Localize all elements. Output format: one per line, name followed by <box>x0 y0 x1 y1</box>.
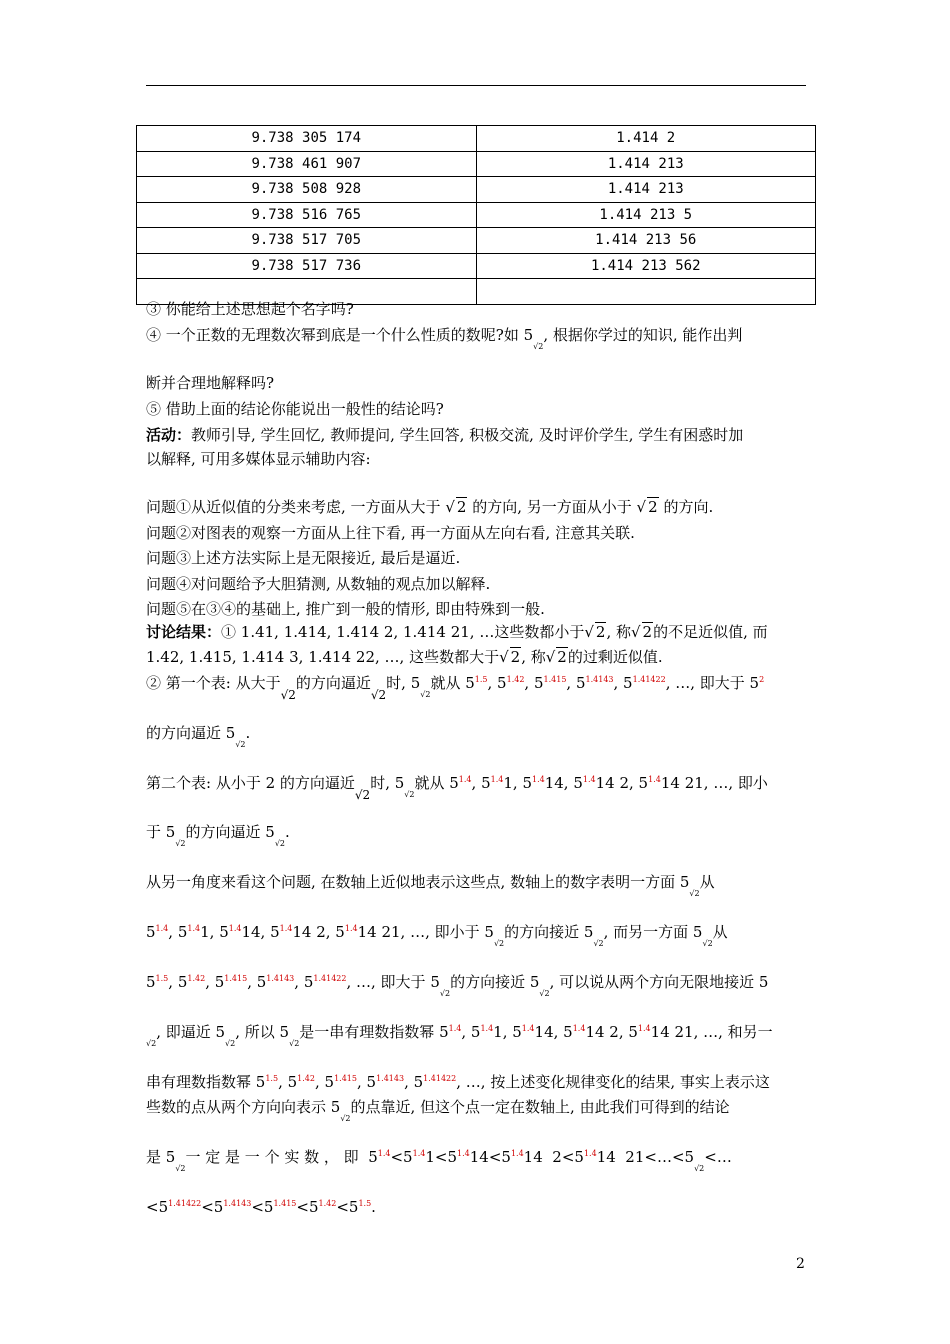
problem-4: 问题④对问题给予大胆猜测, 从数轴的观点加以解释. <box>146 575 491 593</box>
question-3: ③ 你能给上述思想起个名字吗? <box>146 300 354 318</box>
problem-3: 问题③上述方法实际上是无限接近, 最后是逼近. <box>146 549 461 567</box>
problem-1: 问题①从近似值的分类来考虑, 一方面从大于 √ 2 的方向, 另一方面从小于 √ 2 的方向. <box>146 498 714 516</box>
page-number: 2 <box>796 1256 805 1272</box>
table-1-explanation: ② 第一个表: 从大于√2的方向逼近√2时, 5√2就从 $5^{1.5}$, $5^{1.42}$, $5^{1.415}$, $5^{1.4143}$, $5^{1.41422}$, …, 即大于 $5^2$ <box>146 674 765 702</box>
activity-line-2: 以解释, 可用多媒体显示辅助内容: <box>146 450 371 468</box>
header-rule <box>146 85 806 86</box>
activity-line-1: 活动：教师引导, 学生回忆, 教师提问, 学生回答, 积极交流, 及时评价学生, 学生有困惑时加 <box>146 426 744 444</box>
table-2-explanation: 第二个表: 从小于 2 的方向逼近√2时, 5√2就从 $5^{1.4}$, $5^{1.4}1$, $5^{1.4}14$, $5^{1.4}14$ 2, $5^{1.4}14$ 21, …, 即小 <box>146 774 768 802</box>
problem-5: 问题⑤在③④的基础上, 推广到一般的情形, 即由特殊到一般. <box>146 600 545 618</box>
number-line-4: √2, 即逼近 5√2, 所以 5√2是一串有理数指数幂 $5^{1.4}$, $5^{1.4}1$, $5^{1.4}14$, $5^{1.4}14$ 2, $5^{1.4}14$ 21, …, 和另一 <box>146 1023 773 1048</box>
table-row: 9.738 517 736 1.414 213 562 <box>137 253 816 279</box>
question-4-cont: 断并合理地解释吗? <box>146 374 275 392</box>
number-line-2: $5^{1.4}$, $5^{1.4}1$, $5^{1.4}14$, $5^{1.4}14$ 2, $5^{1.4}14$ 21, …, 即小于 5√2的方向接近 5√2, 而另一方面 5√2从 <box>146 923 728 948</box>
table-row: 9.738 517 705 1.414 213 56 <box>137 228 816 254</box>
table-row: 9.738 508 928 1.414 213 <box>137 177 816 203</box>
number-line-3: $5^{1.5}$, $5^{1.42}$, $5^{1.415}$, $5^{1.4143}$, $5^{1.41422}$, …, 即大于 5√2的方向接近 5√2, 可以说从两个方向无限地接近 5 <box>146 973 769 998</box>
approximation-table <box>136 125 816 305</box>
discussion-1: 讨论结果：① 1.41, 1.414, 1.414 2, 1.414 21, …这些数都小于√ 2, 称√ 2的不足近似值, 而 <box>146 623 768 641</box>
table-2-explanation-cont: 于 5√2的方向逼近 5√2. <box>146 823 290 848</box>
discussion-2: 1.42, 1.415, 1.414 3, 1.414 22, …, 这些数都大于√ 2, 称√ 2的过剩近似值. <box>146 648 663 666</box>
table-row: 9.738 305 174 1.414 2 <box>137 126 816 152</box>
number-line-6: 些数的点从两个方向向表示 5√2的点靠近, 但这个点一定在数轴上, 由此我们可得到的结论 <box>146 1098 730 1123</box>
question-4: ④ 一个正数的无理数次幂到底是一个什么性质的数呢?如 5√2, 根据你学过的知识, 能作出判 <box>146 326 743 351</box>
number-line-5: 串有理数指数幂 $5^{1.5}$, $5^{1.42}$, $5^{1.415}$, $5^{1.4143}$, $5^{1.41422}$, …, 按上述变化规律变化的结果, 事实上表示这 <box>146 1073 770 1091</box>
table-row: 9.738 461 907 1.414 213 <box>137 151 816 177</box>
number-line-8: $<5^{1.41422}<5^{1.4143}<5^{1.415}<5^{1.42}<5^{1.5}$. <box>146 1198 376 1216</box>
number-line-1: 从另一角度来看这个问题, 在数轴上近似地表示这些点, 数轴上的数字表明一方面 5√2从 <box>146 873 715 898</box>
table-1-explanation-cont: 的方向逼近 5√2. <box>146 724 251 749</box>
question-5: ⑤ 借助上面的结论你能说出一般性的结论吗? <box>146 400 444 418</box>
problem-2: 问题②对图表的观察一方面从上往下看, 再一方面从左向右看, 注意其关联. <box>146 524 635 542</box>
number-line-7: 是 5√2一 定 是 一 个 实 数 ， 即 $5^{1.4}<5^{1.4}1<5^{1.4}14<5^{1.4}14$ $2<5^{1.4}14$ 21<…<5√2<… <box>146 1148 732 1173</box>
table-row: 9.738 516 765 1.414 213 5 <box>137 202 816 228</box>
